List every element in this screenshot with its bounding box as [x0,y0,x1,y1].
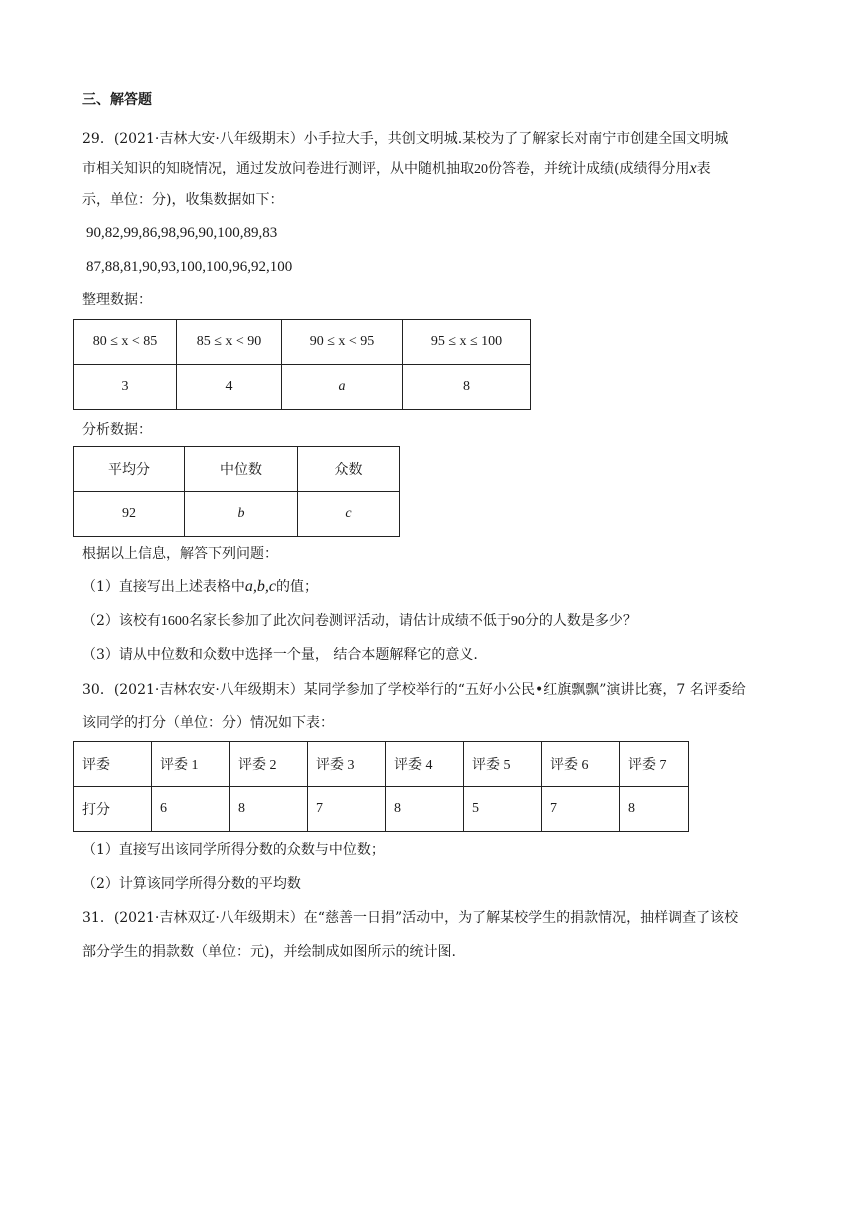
q29-organize-label: 整理数据： [82,292,152,308]
q30-score-6: 7 [542,787,620,832]
q30-score-3: 7 [308,787,386,832]
q30-score-7: 8 [620,787,689,832]
q29-line2-text-a: 市相关知识的知晓情况，通过发放问卷进行测评，从中随机抽取 [82,161,474,177]
q29-line2 [82,159,711,180]
q30-header-judge-7: 评委 7 [620,742,689,787]
q29-t2-value-2: b [185,492,298,537]
q29-sub1-text-b: 的值； [276,579,319,595]
q29-line2-text-c: 表 [696,161,711,177]
q29-line1: 29．(2021·吉林大安·八年级期末）小手拉大手，共创文明城.某校为了了解家长对南宁市创建全国文明城 [82,131,729,147]
q31-line1: 31．(2021·吉林双辽·八年级期末）在“慈善一日捐”活动中，为了解某校学生的捐款情况，抽样调查了该校 [82,910,739,926]
q29-sub2-text-a: （2）该校有 [82,613,161,629]
q29-t1-value-4: 8 [403,365,531,410]
q30-score-5: 5 [464,787,542,832]
q30-header-judge-3: 评委 3 [308,742,386,787]
q30-header-judge-1: 评委 1 [152,742,230,787]
q29-analysis-table [73,446,400,537]
q29-t1-header-4: 95 ≤ x ≤ 100 [403,320,531,365]
q29-line3: 示，单位：分)，收集数据如下： [82,192,284,208]
q30-scores-table [73,741,689,832]
q30-score-4: 8 [386,787,464,832]
q29-t2-header-1: 平均分 [74,447,185,492]
q29-t2-header-2: 中位数 [185,447,298,492]
q29-analyze-label: 分析数据： [82,422,152,438]
q29-t1-value-1: 3 [74,365,177,410]
q30-header-judge-6: 评委 6 [542,742,620,787]
q30-row-label-score: 打分 [74,787,152,832]
q29-frequency-table [73,319,531,410]
q29-sub2-text-c: 分的人数是多少？ [524,613,637,629]
q29-sub2-parents-count: 1600 [160,614,189,629]
q30-header-judge-2: 评委 2 [230,742,308,787]
q29-sub2-score-threshold: 90 [510,614,525,629]
q29-sample-count: 20 [474,162,488,177]
q31-line2: 部分学生的捐款数（单位：元)，并绘制成如图所示的统计图. [82,944,456,960]
q30-sub2: （2）计算该同学所得分数的平均数 [82,876,301,892]
q29-t2-header-3: 众数 [298,447,400,492]
q29-t2-value-3: c [298,492,400,537]
q30-score-2: 8 [230,787,308,832]
q30-header-judge: 评委 [74,742,152,787]
q29-t1-value-2: 4 [177,365,282,410]
q29-line2-text-b: 份答卷，并统计成绩(成绩得分用 [488,161,690,177]
section-title: 三、解答题 [82,92,152,108]
q29-sub2 [82,611,637,632]
q29-intro: 根据以上信息，解答下列问题： [82,546,278,562]
q29-sub1-vars: a,b,c [244,578,277,595]
q29-data-row1: 90,82,99,86,98,96,90,100,89,83 [86,225,278,241]
q29-sub2-text-b: 名家长参加了此次问卷测评活动，请估计成绩不低于 [188,613,511,629]
q29-t1-header-1: 80 ≤ x < 85 [74,320,177,365]
q29-data-row2: 87,88,81,90,93,100,100,96,92,100 [86,259,293,275]
q30-line1: 30．(2021·吉林农安·八年级期末）某同学参加了学校举行的“五好小公民•红旗飘飘”演讲比赛，7 名评委给 [82,682,746,698]
q29-t1-header-2: 85 ≤ x < 90 [177,320,282,365]
q29-t2-value-1: 92 [74,492,185,537]
q30-line2: 该同学的打分（单位：分）情况如下表： [82,715,334,731]
q29-sub1-text-a: （1）直接写出上述表格中 [82,579,245,595]
q29-sub1 [82,577,318,597]
q29-t1-value-3: a [282,365,403,410]
q29-variable-x: x [689,160,697,177]
q29-t1-header-3: 90 ≤ x < 95 [282,320,403,365]
q30-header-judge-4: 评委 4 [386,742,464,787]
q30-header-judge-5: 评委 5 [464,742,542,787]
q29-sub3: （3）请从中位数和众数中选择一个量， 结合本题解释它的意义. [82,647,478,663]
q30-sub1: （1）直接写出该同学所得分数的众数与中位数； [82,842,385,858]
q30-score-1: 6 [152,787,230,832]
